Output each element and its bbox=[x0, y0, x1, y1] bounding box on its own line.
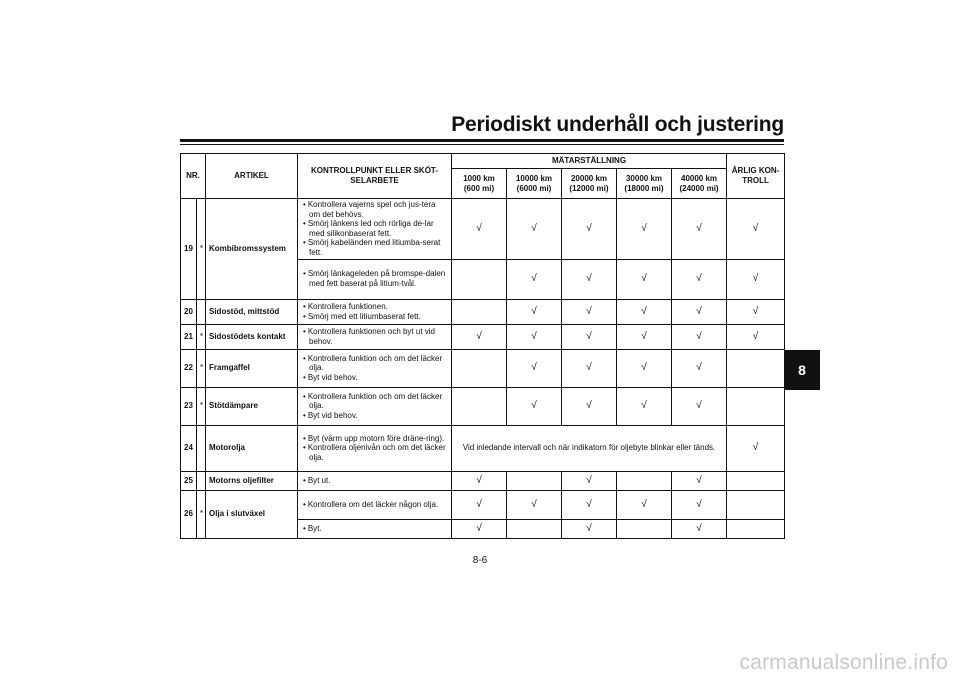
checkpoint-item: • Byt. bbox=[301, 524, 448, 534]
check-mark: √ bbox=[672, 519, 727, 538]
check-mark bbox=[617, 471, 672, 490]
check-mark: √ bbox=[452, 324, 507, 349]
check-mark: √ bbox=[727, 259, 785, 299]
check-mark: √ bbox=[507, 199, 562, 260]
table-row bbox=[181, 387, 785, 425]
checkpoint-item: • Byt vid behov. bbox=[301, 373, 448, 383]
check-mark: √ bbox=[562, 349, 617, 387]
check-mark: √ bbox=[617, 259, 672, 299]
interval-note: Vid inledande intervall och när indikatorn för oljebyte blinkar eller tänds. bbox=[452, 425, 727, 471]
check-mark: √ bbox=[452, 490, 507, 519]
row-checkpoints bbox=[298, 425, 452, 471]
row-number: 24 bbox=[181, 425, 197, 471]
header-interval bbox=[507, 169, 562, 199]
check-mark: √ bbox=[617, 490, 672, 519]
row-checkpoints bbox=[298, 387, 452, 425]
check-mark: √ bbox=[672, 199, 727, 260]
checkpoint-list bbox=[301, 476, 448, 486]
row-item: Sidostödets kontakt bbox=[206, 324, 298, 349]
check-mark: √ bbox=[672, 490, 727, 519]
checkpoint-list bbox=[301, 524, 448, 534]
check-mark: √ bbox=[507, 299, 562, 324]
checkpoint-item: • Kontrollera vajerns spel och jus-tera om det behövs. bbox=[301, 200, 448, 219]
table-row bbox=[181, 471, 785, 490]
header-interval-line: 1000 km bbox=[463, 173, 495, 183]
checkpoint-item: • Kontrollera funktion och om det läcker olja. bbox=[301, 392, 448, 411]
check-mark bbox=[727, 519, 785, 538]
checkpoint-item: • Smörj länkageleden på bromspe-dalen med fett baserat på litium-tvål. bbox=[301, 269, 448, 288]
check-mark: √ bbox=[562, 299, 617, 324]
row-number: 25 bbox=[181, 471, 197, 490]
check-mark: √ bbox=[507, 324, 562, 349]
checkpoint-item: • Byt (värm upp motorn före dräne-ring). bbox=[301, 434, 448, 444]
chapter-tab: 8 bbox=[784, 350, 820, 390]
check-mark: √ bbox=[562, 199, 617, 260]
row-item: Motorolja bbox=[206, 425, 298, 471]
table-row bbox=[181, 199, 785, 260]
row-number: 19 bbox=[181, 199, 197, 300]
check-mark bbox=[727, 387, 785, 425]
checkpoint-list bbox=[301, 434, 448, 463]
header-interval bbox=[617, 169, 672, 199]
checkpoint-list bbox=[301, 327, 448, 346]
header-interval-line: 20000 km bbox=[570, 173, 608, 183]
header-interval-line: 40000 km bbox=[681, 173, 718, 183]
header-interval bbox=[452, 169, 507, 199]
check-mark bbox=[727, 471, 785, 490]
checkpoint-list bbox=[301, 302, 448, 321]
header-odometer: MÄTARSTÄLLNING bbox=[452, 154, 727, 169]
watermark: carmanualsonline.info bbox=[739, 651, 948, 674]
row-number: 21 bbox=[181, 324, 197, 349]
header-interval-line: (6000 mi) bbox=[516, 183, 552, 193]
row-number: 22 bbox=[181, 349, 197, 387]
check-mark: √ bbox=[672, 259, 727, 299]
checkpoint-item: • Kontrollera om det läcker någon olja. bbox=[301, 500, 448, 510]
title-rule bbox=[180, 139, 784, 142]
checkpoint-list bbox=[301, 500, 448, 510]
checkpoint-item: • Smörj länkens led och rörliga de-lar med silikonbaserat fett. bbox=[301, 219, 448, 238]
check-mark: √ bbox=[727, 199, 785, 260]
row-asterisk: * bbox=[197, 199, 206, 300]
check-mark: √ bbox=[507, 259, 562, 299]
check-mark: √ bbox=[672, 349, 727, 387]
header-interval-line: (12000 mi) bbox=[569, 183, 609, 193]
header-interval-line: 30000 km bbox=[625, 173, 663, 183]
check-mark bbox=[507, 519, 562, 538]
checkpoint-item: • Smörj med ett litiumbaserat fett. bbox=[301, 312, 448, 322]
checkpoint-list bbox=[301, 392, 448, 421]
page-title: Periodiskt underhåll och justering bbox=[451, 113, 784, 136]
checkpoint-item: • Smörj kabeländen med litiumba-serat fett. bbox=[301, 238, 448, 257]
header-item: ARTIKEL bbox=[206, 154, 298, 199]
row-asterisk: * bbox=[197, 387, 206, 425]
check-mark: √ bbox=[507, 387, 562, 425]
check-mark: √ bbox=[562, 324, 617, 349]
row-asterisk: * bbox=[197, 324, 206, 349]
row-item: Motorns oljefilter bbox=[206, 471, 298, 490]
row-checkpoints bbox=[298, 199, 452, 260]
row-item: Sidostöd, mittstöd bbox=[206, 299, 298, 324]
row-item: Framgaffel bbox=[206, 349, 298, 387]
row-asterisk: * bbox=[197, 490, 206, 538]
check-mark bbox=[727, 490, 785, 519]
header-nr: NR. bbox=[181, 154, 206, 199]
row-asterisk bbox=[197, 425, 206, 471]
header-checkpoint: KONTROLLPUNKT ELLER SKÖT-SELARBETE bbox=[298, 154, 452, 199]
check-mark: √ bbox=[452, 519, 507, 538]
check-mark: √ bbox=[452, 199, 507, 260]
check-mark: √ bbox=[727, 299, 785, 324]
row-checkpoints bbox=[298, 519, 452, 538]
header-interval bbox=[672, 169, 727, 199]
title-rule-thin bbox=[180, 144, 784, 145]
check-mark: √ bbox=[562, 259, 617, 299]
header-interval-line: (24000 mi) bbox=[679, 183, 719, 193]
checkpoint-item: • Byt ut. bbox=[301, 476, 448, 486]
checkpoint-item: • Kontrollera funktion och om det läcker olja. bbox=[301, 354, 448, 373]
row-asterisk bbox=[197, 299, 206, 324]
check-mark bbox=[727, 349, 785, 387]
row-checkpoints bbox=[298, 259, 452, 299]
check-mark: √ bbox=[562, 387, 617, 425]
checkpoint-list bbox=[301, 354, 448, 383]
row-checkpoints bbox=[298, 349, 452, 387]
row-checkpoints bbox=[298, 299, 452, 324]
check-mark: √ bbox=[727, 324, 785, 349]
check-mark: √ bbox=[452, 471, 507, 490]
check-mark: √ bbox=[672, 324, 727, 349]
header-interval-line: 10000 km bbox=[515, 173, 553, 183]
check-mark bbox=[507, 471, 562, 490]
table-row bbox=[181, 490, 785, 519]
check-mark: √ bbox=[617, 199, 672, 260]
check-mark: √ bbox=[617, 324, 672, 349]
maintenance-table bbox=[180, 153, 785, 539]
check-mark bbox=[452, 299, 507, 324]
check-mark: √ bbox=[727, 425, 785, 471]
header-annual: ÅRLIG KON-TROLL bbox=[727, 154, 785, 199]
table-row bbox=[181, 324, 785, 349]
check-mark: √ bbox=[617, 349, 672, 387]
check-mark: √ bbox=[562, 490, 617, 519]
checkpoint-list bbox=[301, 200, 448, 258]
check-mark: √ bbox=[672, 471, 727, 490]
check-mark bbox=[452, 259, 507, 299]
page-number: 8-6 bbox=[472, 555, 488, 566]
row-item: Olja i slutväxel bbox=[206, 490, 298, 538]
check-mark: √ bbox=[672, 387, 727, 425]
check-mark: √ bbox=[562, 519, 617, 538]
row-checkpoints bbox=[298, 490, 452, 519]
row-asterisk bbox=[197, 471, 206, 490]
check-mark bbox=[617, 519, 672, 538]
row-number: 26 bbox=[181, 490, 197, 538]
row-item: Stötdämpare bbox=[206, 387, 298, 425]
row-number: 20 bbox=[181, 299, 197, 324]
check-mark: √ bbox=[672, 299, 727, 324]
checkpoint-item: • Kontrollera oljenivån och om det läcker olja. bbox=[301, 443, 448, 462]
check-mark bbox=[452, 387, 507, 425]
check-mark bbox=[452, 349, 507, 387]
check-mark: √ bbox=[562, 471, 617, 490]
check-mark: √ bbox=[617, 299, 672, 324]
table-row bbox=[181, 299, 785, 324]
header-interval bbox=[562, 169, 617, 199]
row-checkpoints bbox=[298, 471, 452, 490]
check-mark: √ bbox=[507, 490, 562, 519]
table-row bbox=[181, 349, 785, 387]
header-interval-line: (18000 mi) bbox=[624, 183, 664, 193]
header-interval-line: (600 mi) bbox=[463, 183, 495, 193]
row-asterisk: * bbox=[197, 349, 206, 387]
check-mark: √ bbox=[507, 349, 562, 387]
checkpoint-list bbox=[301, 269, 448, 288]
checkpoint-item: • Byt vid behov. bbox=[301, 411, 448, 421]
row-number: 23 bbox=[181, 387, 197, 425]
checkpoint-item: • Kontrollera funktionen. bbox=[301, 302, 448, 312]
checkpoint-item: • Kontrollera funktionen och byt ut vid behov. bbox=[301, 327, 448, 346]
table-row bbox=[181, 425, 785, 471]
row-checkpoints bbox=[298, 324, 452, 349]
row-item: Kombibromssystem bbox=[206, 199, 298, 300]
check-mark: √ bbox=[617, 387, 672, 425]
